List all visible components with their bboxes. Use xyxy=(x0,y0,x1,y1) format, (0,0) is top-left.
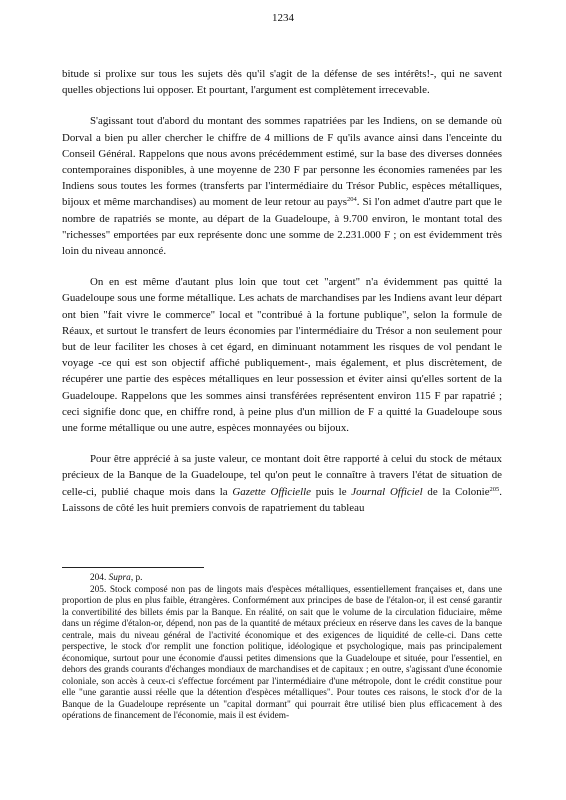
page-number: 1234 xyxy=(272,12,294,24)
paragraph xyxy=(62,274,502,436)
paragraph xyxy=(62,113,502,259)
text-run: . Laissons de côté les huit premiers convois de rapatriement du tableau xyxy=(62,485,503,514)
text-run: puis le xyxy=(310,485,352,498)
italic-text: Gazette Officielle xyxy=(232,485,311,498)
text-run: 204. xyxy=(90,573,109,583)
text-run: bitude si prolixe sur tous les sujets dès qu'il s'agit de la défense de ses intérêts!-, qui ne savent quelles objections lui opposer. Et pourtant, l'argument est complètement irrecevable. xyxy=(62,68,502,97)
text-run: On en est même d'autant plus loin que tout cet "argent" n'a évidemment pas quitté la Guadeloupe sous une forme métallique. Les achats de marchandises par les Indiens avant leur départ ont bien "fait vivre le commerce" local et "contribué à la fortune publique", selon la formule de Réaux, et surtout le transfert de leurs économies par l'intermédiaire du Trésor a non seulement pour but de leur faciliter les choses à cet égard, en diminuant notamment les risques de vol pendant le voyage -ce qui est son objectif affiché publiquement-, mais également, et plus discrètement, de récupérer une partie des espèces métalliques en leur possession et éviter ainsi qu'elles sortent de la Guadeloupe. Rappelons que les sommes ainsi transférées représentent environ 115 F par rapatrié ; ceci signifie donc que, en chiffre rond, à peine plus d'un million de F a quitté la Guadeloupe sous une forme métallique ou une autre, espèces monnayées ou bijoux. xyxy=(62,276,502,435)
footnote xyxy=(62,573,502,585)
footnote-ref: 204 xyxy=(347,196,357,204)
footnote xyxy=(62,585,502,723)
paragraph xyxy=(62,66,502,98)
footnotes xyxy=(62,573,502,723)
paragraph xyxy=(62,451,502,516)
footnote-separator xyxy=(62,567,204,568)
italic-text: Journal Officiel xyxy=(351,485,423,498)
text-run: , p. xyxy=(130,573,143,583)
text-run: Pour être apprécié à sa juste valeur, ce montant doit être rapporté à celui du stock de métaux précieux de la Banque de la Guadeloupe, tel qu'on peut le connaître à travers l'état de situation de celle-ci, publié chaque mois dans la xyxy=(62,453,502,498)
text-run: de la Colonie xyxy=(422,485,490,498)
text-run: 205. Stock composé non pas de lingots mais d'espèces métalliques, essentiellement françaises et, dans une proportion de plus en plus faible, étrangères. Conformément aux principes de base de l'étalon-or, il est censé garantir la convertibilité des billets émis par la Banque. En réalité, on sait que le volume de la circulation fiduciaire, même dans un régime d'étalon-or, dépend, non pas de la quantité de métaux précieux en réserve dans les caves de la banque centrale, mais du niveau général de l'activité économique et des exigences de liquidité de celle-ci. Dans cette perspective, le stock d'or remplit une fonction politique, idéologique et psychologique, mais pas principalement économique, surtout pour une économie d'aussi petites dimensions que la Guadeloupe et située, pour l'essentiel, en dehors des grands courants d'échanges mondiaux de marchandises et de capitaux ; en outre, s'agissant d'une économie coloniale, son accès à ceux-ci s'effectue forcément par l'intermédiaire d'une métropole, dont le crédit constitue pour elle "une garantie aussi réelle que la détention d'espèces métalliques". Pour toutes ces raisons, le stock d'or de la Banque de la Guadeloupe représente un "capital dormant" qui pourrait être utilisé bien plus efficacement à des opérations de financement de l'économie, mais il est évidem- xyxy=(62,584,502,721)
italic-text: Supra xyxy=(108,573,131,583)
text-run: S'agissant tout d'abord du montant des sommes rapatriées par les Indiens, on se demande où Dorval a bien pu aller chercher le chiffre de 4 millions de F qu'ils avance ainsi dans l'enceinte du Conseil Général. Rappelons que nous avons précédemment estimé, sur la base des diverses données contemporaines disponibles, à une moyenne de 230 F par personne les économies ramenées par les Indiens sous toutes les formes (transferts par l'intermédiaire du Trésor Public, espèces métalliques, bijoux et même marchandises) au moment de leur retour au pays xyxy=(62,115,502,209)
body-text xyxy=(62,66,502,516)
footnote-ref: 205 xyxy=(489,485,500,493)
text-run: . Si l'on admet d'autre part que le nombre de rapatriés se monte, au départ de la Guadeloupe, à 9.700 environ, le montant total des "richesses" emportées par eux représente donc une somme de 2.231.000 F ; on est évidemment très loin du niveau annoncé. xyxy=(62,196,502,258)
